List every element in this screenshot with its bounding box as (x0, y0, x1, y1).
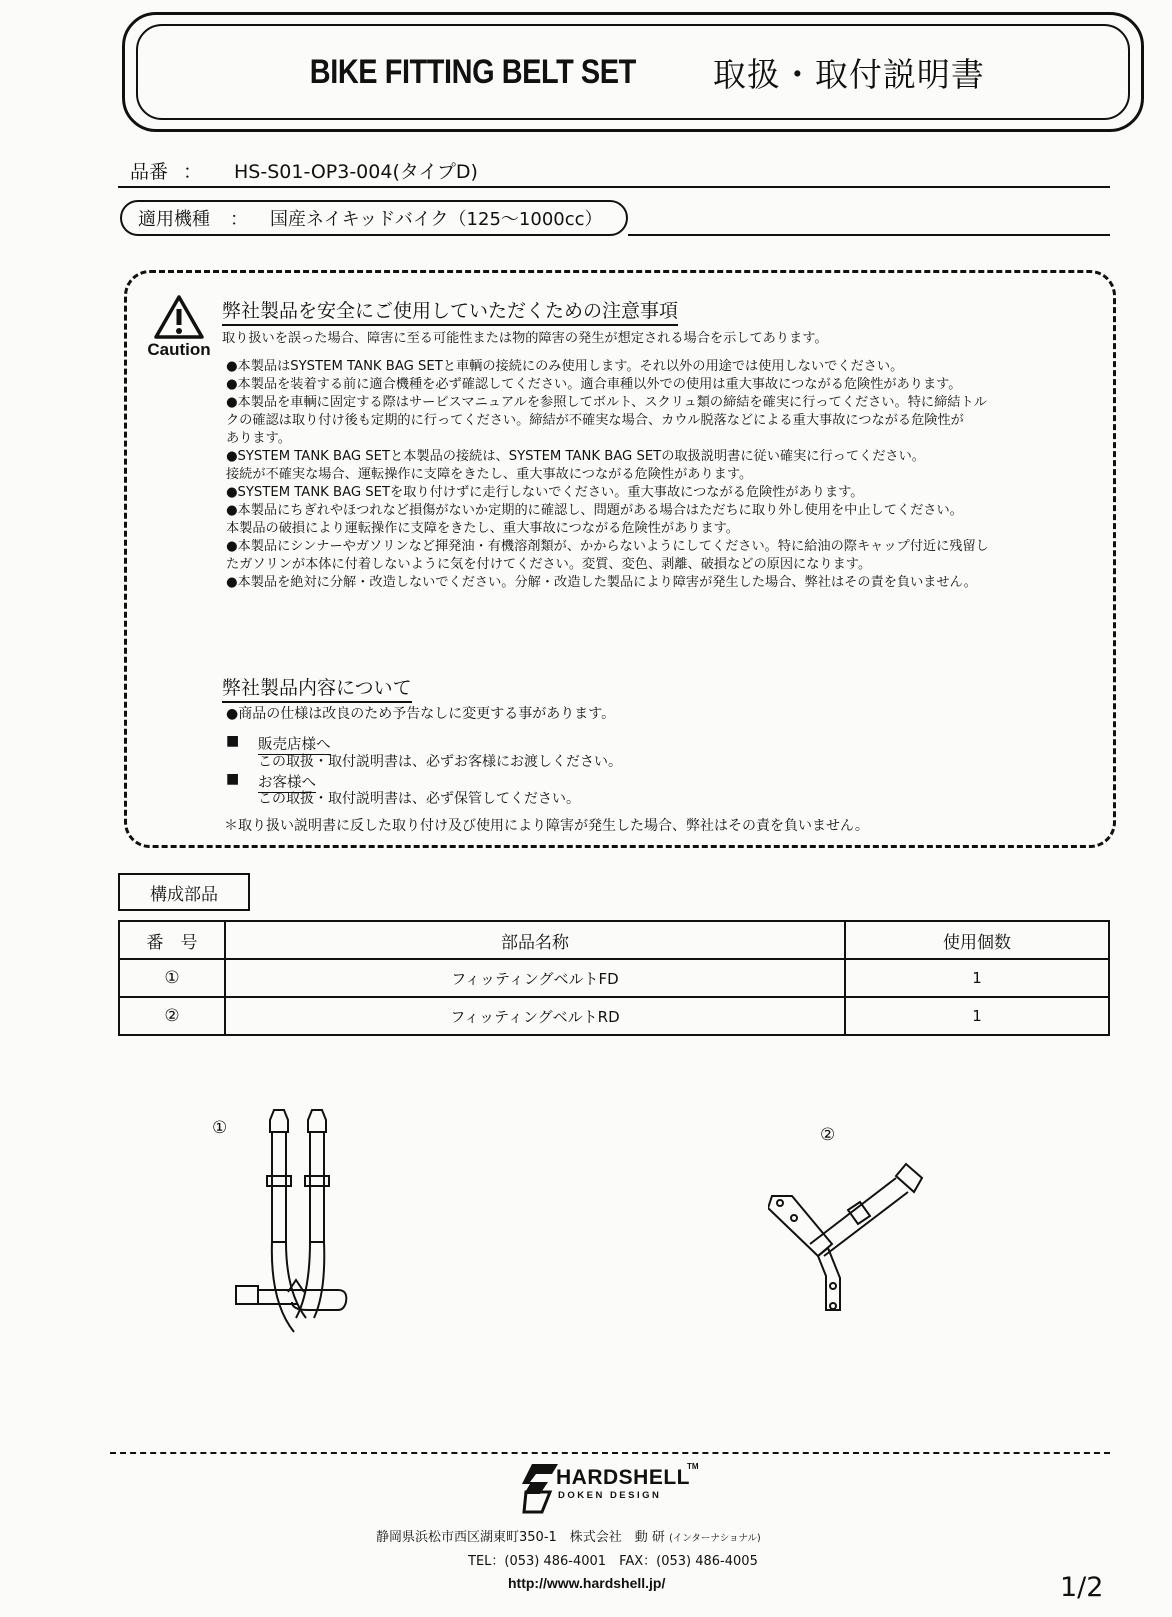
address-small: (インターナショナル) (669, 1533, 761, 1544)
caution-line: ●本製品にシンナーやガソリンなど揮発油・有機溶剤類が、かからないようにしてください。特に給油の際キャップ付近に残留し (226, 539, 989, 554)
title-english: BIKE FITTING BELT SET (309, 52, 637, 91)
caution-line: ●SYSTEM TANK BAG SETを取り付けずに走行しないでください。重大事故につながる危険性があります。 (226, 485, 864, 500)
caution-line: ●本製品を車輌に固定する際はサービスマニュアルを参照してボルト、スクリュ類の締結を確実に行ってください。特に締結トル (226, 395, 987, 410)
brand-trademark: TM (687, 1462, 699, 1471)
caution-line: ●SYSTEM TANK BAG SETと本製品の接続は、SYSTEM TANK BAG SETの取扱説明書に従い確実に行ってください。 (226, 449, 925, 464)
company-address (376, 1526, 761, 1545)
footer-divider (110, 1452, 1110, 1454)
part-number-colon: ： (183, 161, 203, 183)
parts-table (118, 920, 1110, 1036)
caution-line: あります。 (226, 431, 291, 446)
dealer-heading: 販売店様へ (258, 733, 331, 755)
caution-label: Caution (147, 340, 211, 359)
page-number: 1/2 (1060, 1572, 1104, 1603)
row-number: ② (119, 997, 225, 1035)
col-header-number: 番 号 (119, 921, 225, 959)
brand-name: HARDSHELL (556, 1466, 690, 1489)
caution-line: たガソリンが本体に付着しないように気を付けてください。変質、変色、剥離、破損などの原因になります。 (226, 557, 872, 572)
customer-heading: お客様へ (258, 771, 316, 793)
address-main: 静岡県浜松市西区湖東町350-1 株式会社 動 研 (376, 1530, 665, 1545)
customer-text: この取扱・取付説明書は、必ず保管してください。 (258, 791, 580, 807)
row-name: フィッティングベルトRD (225, 997, 845, 1035)
sub-brand: DOKEN DESIGN (558, 1490, 662, 1501)
model-box (120, 200, 628, 236)
parts-label: 構成部品 (118, 873, 250, 911)
model-value: 国産ネイキッドバイク（125～1000cc） (270, 209, 603, 230)
warning-triangle-icon (153, 294, 205, 340)
caution-line: ●本製品を装着する前に適合機種を必ず確認してください。適合車種以外での使用は重大事故につながる危険性があります。 (226, 377, 962, 392)
row-number: ① (119, 959, 225, 997)
title-japanese: 取扱・取付説明書 (712, 54, 985, 94)
caution-line: クの確認は取り付け後も定期的に行ってください。締結が不確実な場合、カウル脱落などによる重大事故につながる危険性が (226, 413, 964, 428)
caution-list (226, 358, 989, 592)
row-qty: 1 (845, 997, 1109, 1035)
caution-line: ●本製品を絶対に分解・改造しないでください。分解・改造した製品により障害が発生した場合、弊社はその責を負いません。 (226, 575, 977, 590)
model-rule (628, 234, 1110, 236)
caution-line: ●本製品はSYSTEM TANK BAG SETと車輌の接続にのみ使用します。それ以外の用途では使用しないでください。 (226, 359, 904, 374)
caution-title: 弊社製品を安全にご使用していただくための注意事項 (222, 296, 678, 326)
row-qty: 1 (845, 959, 1109, 997)
figure-1-label: ① (212, 1118, 228, 1138)
parts-table-header (119, 921, 1109, 959)
title-frame (136, 24, 1130, 120)
model-label: 適用機種 (138, 209, 210, 230)
caution-line: 本製品の破損により運転操作に支障をきたし、重大事故につながる危険性があります。 (226, 521, 739, 536)
customer-bullet: ■ (226, 771, 240, 787)
tel-fax: TEL：(053) 486-4001 FAX：(053) 486-4005 (468, 1554, 758, 1569)
caution-line: ●本製品にちぎれやほつれなど損傷がないか定期的に確認し、問題がある場合はただちに取り外し使用を中止してください。 (226, 503, 963, 518)
caution-line: 接続が不確実な場合、運転操作に支障をきたし、重大事故につながる危険性があります。 (226, 467, 753, 482)
fitting-belt-rd-illustration (768, 1158, 948, 1328)
part-number-rule (118, 186, 1110, 188)
disclaimer: ＊取り扱い説明書に反した取り付け及び使用により障害が発生した場合、弊社はその責を負いません。 (224, 818, 869, 834)
dealer-bullet: ■ (226, 733, 240, 749)
model-colon: ： (230, 209, 248, 230)
dealer-text: この取扱・取付説明書は、必ずお客様にお渡しください。 (258, 754, 622, 770)
website-url[interactable]: http://www.hardshell.jp/ (508, 1575, 666, 1591)
col-header-name: 部品名称 (225, 921, 845, 959)
fitting-belt-fd-illustration (222, 1108, 382, 1338)
col-header-qty: 使用個数 (845, 921, 1109, 959)
contents-title: 弊社製品内容について (222, 673, 412, 703)
spec-note: ●商品の仕様は改良のため予告なしに変更する事があります。 (226, 706, 616, 722)
table-row (119, 959, 1109, 997)
figure-2-label: ② (820, 1125, 836, 1145)
part-number-label: 品番 (130, 161, 169, 183)
part-number-value: HS-S01-OP3-004(タイプD) (234, 161, 478, 183)
table-row (119, 997, 1109, 1035)
row-name: フィッティングベルトFD (225, 959, 845, 997)
caution-warning-icon (146, 294, 212, 362)
caution-intro: 取り扱いを誤った場合、障害に至る可能性または物的障害の発生が想定される場合を示してあります。 (222, 331, 828, 346)
